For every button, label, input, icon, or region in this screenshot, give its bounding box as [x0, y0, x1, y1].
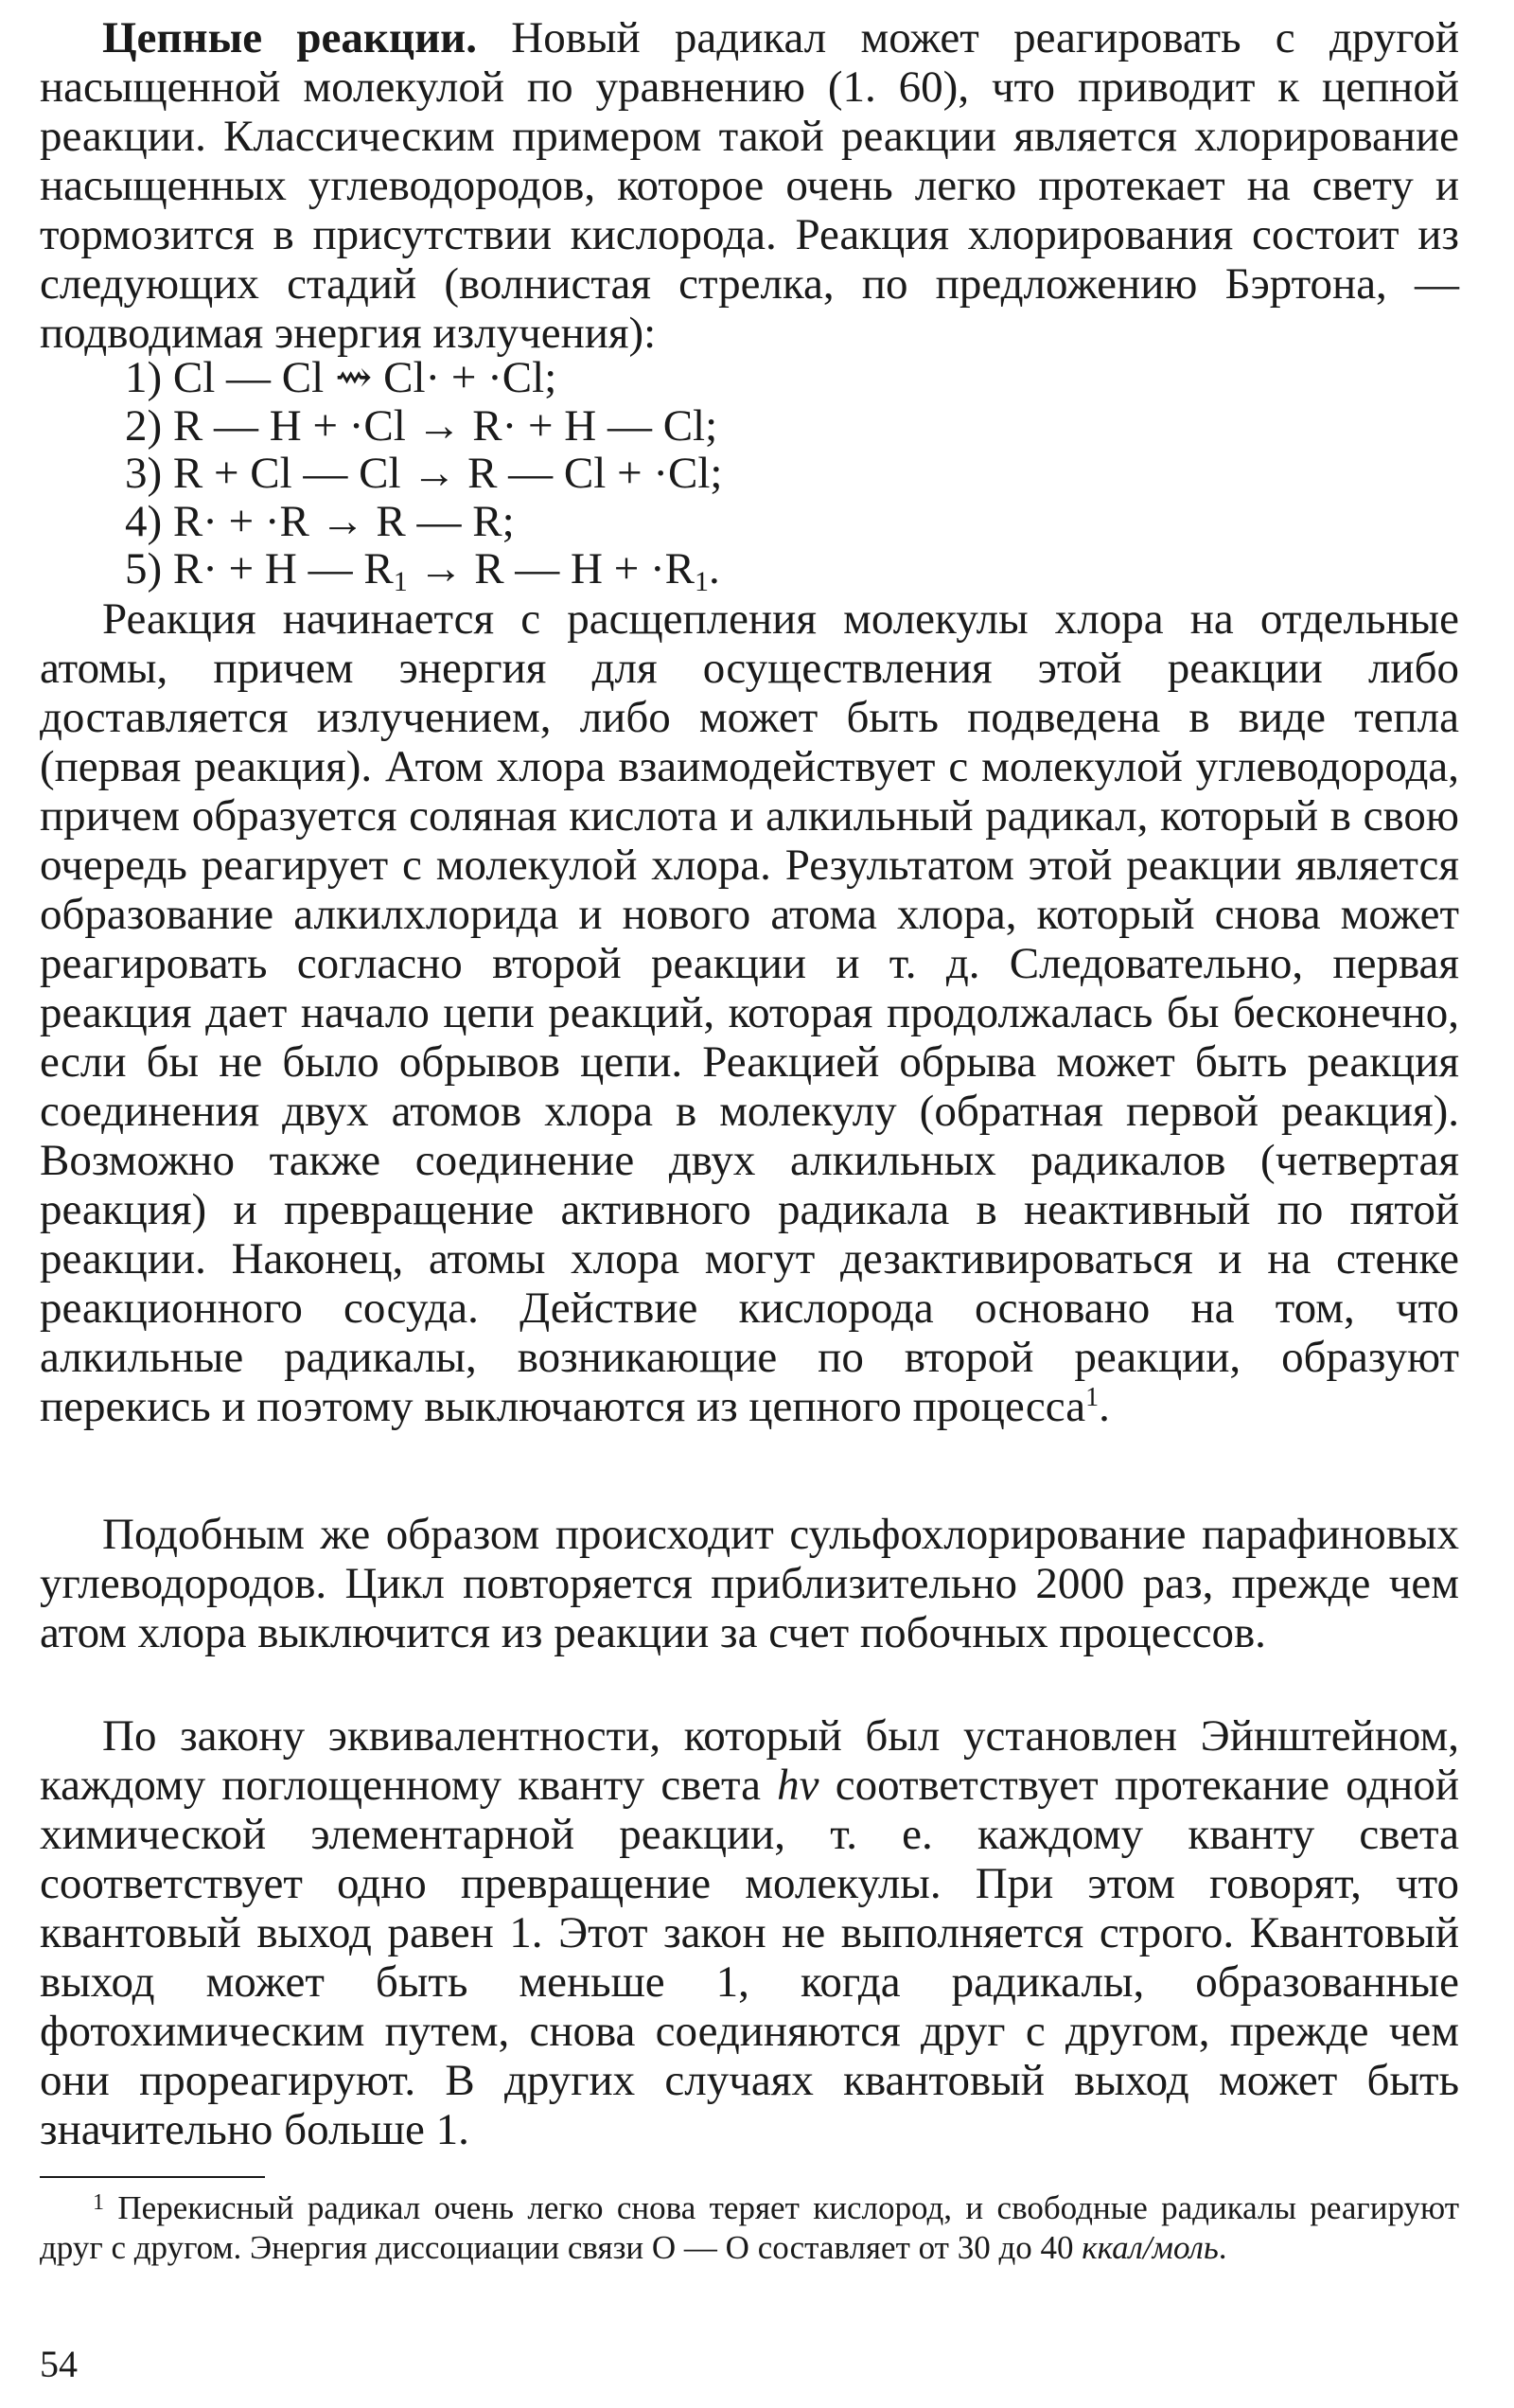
paragraph-sulfochlorination: [40, 1510, 1459, 1657]
footnote-end: .: [1218, 2229, 1227, 2266]
footnote: [40, 2188, 1459, 2268]
page-number: 54: [40, 2343, 78, 2385]
photon-energy-symbol: hν: [777, 1761, 819, 1810]
paragraph-chain-reactions: [40, 13, 1459, 358]
equation-1: 1) Cl — Cl ⇝ Cl· + ·Cl;: [125, 353, 557, 402]
paragraph-text-before: По закону эквивалентности, который был установлен Эйнштейном, каждому поглощенному кванту света: [40, 1711, 1459, 1810]
reaction-equations: [125, 353, 723, 597]
equation-5-end: .: [709, 544, 720, 593]
equation-5-part-b: → R — H + ·R: [407, 544, 695, 593]
paragraph-reaction-mechanism: [40, 594, 1459, 1431]
equation-3: 3) R + Cl — Cl → R — Cl + ·Cl;: [125, 449, 723, 498]
equation-5-subscript-2: 1: [695, 566, 709, 597]
paragraph-text: Подобным же образом происходит сульфохлорирование парафиновых углеводородов. Цикл повторяется приблизительно 2000 раз, прежде чем атом хлора выключится из реакции за счет побочных процессов.: [40, 1510, 1459, 1657]
equation-5-part-a: 5) R· + H — R: [125, 544, 394, 593]
paragraph-lead-heading: Цепные реакции.: [102, 13, 477, 62]
footnote-reference: 1: [1085, 1383, 1100, 1412]
footnote-unit: ккал/моль: [1082, 2229, 1219, 2266]
paragraph-text-after: соответствует протекание одной химической элементарной реакции, т. е. каждому кванту света соответствует одно превращение молекулы. При этом говорят, что квантовый выход равен 1. Этот закон не выполняется строго. Квантовый выход может быть меньше 1, когда радикалы, образованные фотохимическим путем, снова соединяются друг с другом, прежде чем они прореагируют. В других случаях квантовый выход может быть значительно больше 1.: [40, 1761, 1459, 2154]
footnote-marker: 1: [93, 2190, 104, 2215]
equation-5: [125, 544, 722, 597]
equation-2: 2) R — H + ·Cl → R· + H — Cl;: [125, 400, 718, 451]
paragraph-equivalence-law: [40, 1711, 1459, 2154]
footnote-text: Перекисный радикал очень легко снова теряет кислород, и свободные радикалы реагируют друг с другом. Энергия диссоциации связи О — О составляет от 30 до 40: [40, 2189, 1459, 2266]
equation-5-subscript-1: 1: [393, 566, 408, 597]
footnote-divider: [40, 2176, 265, 2178]
paragraph-text: Реакция начинается с расщепления молекулы хлора на отдельные атомы, причем энергия для осуществления этой реакции либо доставляется излучением, либо может быть подведена в виде тепла (первая реакция). Атом хлора взаимодействует с молекулой углеводорода, причем образуется соляная кислота и алкильный радикал, который в свою очередь реагирует с молекулой хлора. Результатом этой реакции является образование алкилхлорида и нового атома хлора, который снова может реагировать согласно второй реакции и т. д. Следовательно, первая реакция дает начало цепи реакций, которая продолжалась бы бесконечно, если бы не было обрывов цепи. Реакцией обрыва может быть реакция соединения двух атомов хлора в молекулу (обратная первой реакция). Возможно также соединение двух алкильных радикалов (четвертая реакция) и превращение активного радикала в неактивный по пятой реакции. Наконец, атомы хлора могут дезактивироваться и на стенке реакционного сосуда. Действие кислорода основано на том, что алкильные радикалы, возникающие по второй реакции, образуют перекись и поэтому выключаются из цепного процесса: [40, 594, 1459, 1431]
equation-4: 4) R· + ·R → R — R;: [125, 496, 515, 546]
paragraph-end: .: [1099, 1382, 1110, 1431]
paragraph-text: Новый радикал может реагировать с другой насыщенной молекулой по уравнению (1. 60), что приводит к цепной реакции. Классическим примером такой реакции является хлорирование насыщенных углеводородов, которое очень легко протекает на свету и тормозится в присутствии кислорода. Реакция хлорирования состоит из следующих стадий (волнистая стрелка, по предложению Бэртона, — подводимая энергия излучения):: [40, 13, 1459, 358]
